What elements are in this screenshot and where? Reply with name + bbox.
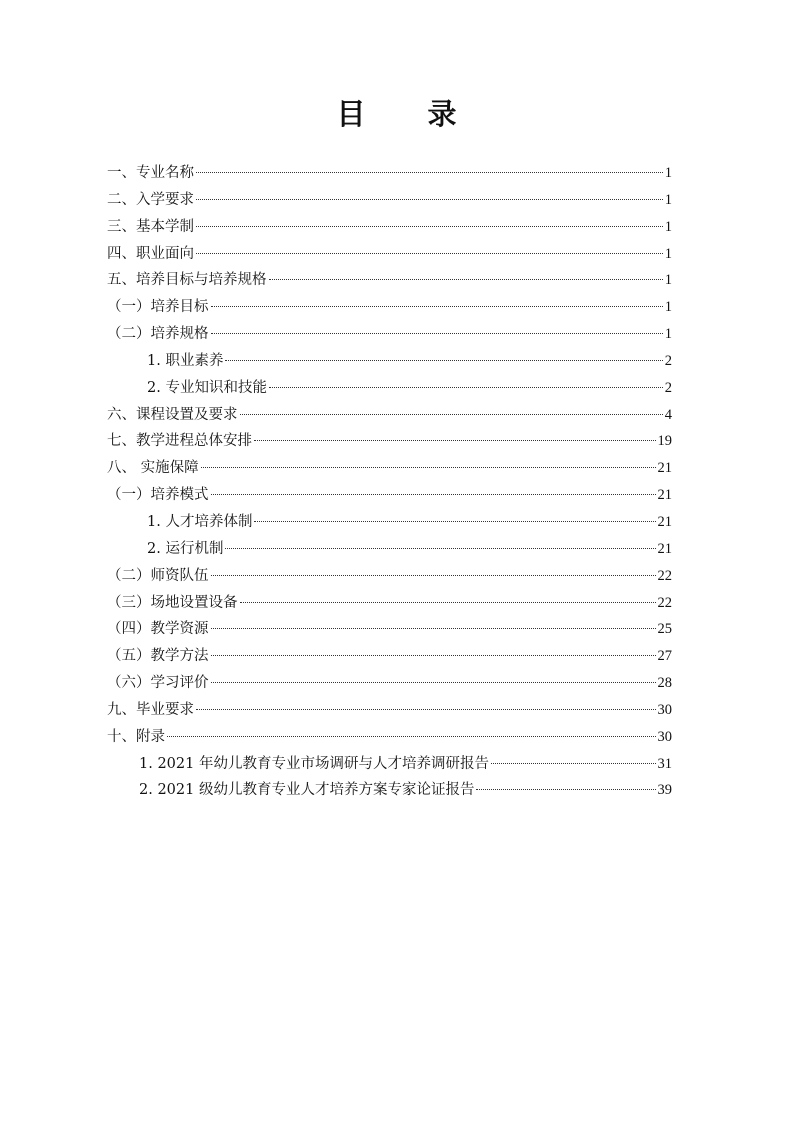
dot-leader bbox=[211, 306, 663, 307]
toc-entry[interactable] bbox=[107, 643, 672, 670]
dot-leader bbox=[269, 387, 663, 388]
toc-entry[interactable] bbox=[107, 348, 672, 375]
dot-leader bbox=[225, 548, 655, 549]
toc-entry-page: 4 bbox=[664, 406, 672, 423]
toc-entry-title: 2. 专业知识和技能 bbox=[147, 379, 267, 396]
toc-entry-title: （四）教学资源 bbox=[107, 621, 209, 638]
toc-entry-page: 2 bbox=[664, 352, 672, 369]
dot-leader bbox=[211, 628, 656, 629]
toc-entry-page: 1 bbox=[664, 191, 672, 208]
toc-entry[interactable] bbox=[107, 294, 672, 321]
toc-entry[interactable] bbox=[107, 670, 672, 697]
toc-entry-page: 1 bbox=[664, 245, 672, 262]
toc-entry-page: 22 bbox=[657, 567, 672, 584]
toc-entry-page: 1 bbox=[664, 299, 672, 316]
toc-entry-title: 一、专业名称 bbox=[107, 165, 194, 181]
dot-leader bbox=[254, 440, 656, 441]
toc-entry[interactable] bbox=[107, 187, 672, 214]
toc-entry[interactable] bbox=[107, 455, 672, 482]
toc-entry-page: 19 bbox=[657, 433, 672, 450]
toc-entry-page: 2 bbox=[664, 379, 672, 396]
dot-leader bbox=[254, 521, 655, 522]
toc-entry-page: 27 bbox=[657, 648, 672, 665]
dot-leader bbox=[201, 467, 656, 468]
dot-leader bbox=[196, 199, 663, 200]
toc-entry[interactable] bbox=[107, 402, 672, 429]
page-title: 目 录 bbox=[336, 97, 483, 131]
toc-entry-title: 1. 2021 年幼儿教育专业市场调研与人才培养调研报告 bbox=[139, 755, 489, 772]
dot-leader bbox=[211, 494, 656, 495]
toc-entry-page: 21 bbox=[657, 460, 672, 477]
toc-entry-title: 1. 人才培养体制 bbox=[147, 513, 253, 530]
dot-leader bbox=[211, 655, 656, 656]
toc-entry-title: 三、基本学制 bbox=[107, 218, 194, 235]
toc-entry-title: 1. 职业素养 bbox=[147, 352, 224, 369]
dot-leader bbox=[167, 736, 656, 737]
toc-entry-page: 1 bbox=[664, 326, 672, 343]
toc-entry[interactable] bbox=[107, 563, 672, 590]
toc-entry-page: 21 bbox=[657, 513, 672, 530]
toc-entry-title: （五）教学方法 bbox=[107, 648, 209, 665]
toc-entry-title: （三）场地设置设备 bbox=[107, 594, 238, 611]
toc-entry-page: 25 bbox=[657, 621, 672, 638]
dot-leader bbox=[240, 602, 656, 603]
toc-entry[interactable] bbox=[107, 616, 672, 643]
toc-entry-page: 1 bbox=[664, 218, 672, 235]
toc-entry-title: 六、课程设置及要求 bbox=[107, 406, 238, 423]
toc-entry-page: 21 bbox=[657, 487, 672, 504]
toc-entry-page: 28 bbox=[657, 675, 672, 692]
toc-entry-title: 五、培养目标与培养规格 bbox=[107, 272, 267, 289]
toc-entry-title: （一）培养目标 bbox=[107, 299, 209, 316]
toc-entry-page: 22 bbox=[657, 594, 672, 611]
toc-entry[interactable] bbox=[107, 321, 672, 348]
dot-leader bbox=[196, 226, 663, 227]
toc-entry-page: 39 bbox=[657, 782, 672, 799]
toc-entry[interactable] bbox=[107, 214, 672, 241]
toc-entry[interactable] bbox=[107, 241, 672, 268]
toc-entry[interactable] bbox=[107, 751, 672, 778]
toc-entry[interactable] bbox=[107, 697, 672, 724]
toc-entry-title: 2. 2021 级幼儿教育专业人才培养方案专家论证报告 bbox=[139, 782, 475, 799]
toc-entry-title: 2. 运行机制 bbox=[147, 540, 224, 557]
toc-entry[interactable] bbox=[107, 267, 672, 294]
dot-leader bbox=[211, 682, 656, 683]
toc-entry-title: （二）培养规格 bbox=[107, 326, 209, 343]
toc-entry[interactable] bbox=[107, 160, 672, 187]
toc-entry-page: 30 bbox=[657, 728, 672, 745]
dot-leader bbox=[196, 172, 663, 173]
toc-entry-page: 1 bbox=[664, 165, 672, 181]
toc-entry[interactable] bbox=[107, 724, 672, 751]
toc-entry-title: 七、教学进程总体安排 bbox=[107, 433, 252, 450]
dot-leader bbox=[196, 253, 663, 254]
toc-entry-title: （二）师资队伍 bbox=[107, 567, 209, 584]
toc-entry[interactable] bbox=[107, 509, 672, 536]
toc-entry[interactable] bbox=[107, 590, 672, 617]
toc-entry[interactable] bbox=[107, 428, 672, 455]
toc-entry-page: 1 bbox=[664, 272, 672, 289]
dot-leader bbox=[240, 414, 663, 415]
toc-entry-title: 九、毕业要求 bbox=[107, 701, 194, 718]
dot-leader bbox=[476, 789, 655, 790]
toc-entry-page: 21 bbox=[657, 540, 672, 557]
dot-leader bbox=[211, 333, 663, 334]
toc-entry-title: 二、入学要求 bbox=[107, 191, 194, 208]
dot-leader bbox=[211, 575, 656, 576]
dot-leader bbox=[491, 763, 656, 764]
dot-leader bbox=[269, 279, 663, 280]
dot-leader bbox=[196, 709, 656, 710]
toc-entry[interactable] bbox=[107, 482, 672, 509]
toc-entry-page: 30 bbox=[657, 701, 672, 718]
toc-entry[interactable] bbox=[107, 536, 672, 563]
toc-entry-title: 四、职业面向 bbox=[107, 245, 194, 262]
toc-entry-title: 十、附录 bbox=[107, 728, 165, 745]
toc-entry-title: （六）学习评价 bbox=[107, 675, 209, 692]
toc-entry[interactable] bbox=[107, 777, 672, 804]
table-of-contents bbox=[107, 160, 672, 804]
toc-entry-title: 八、 实施保障 bbox=[107, 460, 199, 477]
toc-entry-title: （一）培养模式 bbox=[107, 487, 209, 504]
toc-entry[interactable] bbox=[107, 375, 672, 402]
dot-leader bbox=[225, 360, 662, 361]
toc-entry-page: 31 bbox=[657, 755, 672, 772]
